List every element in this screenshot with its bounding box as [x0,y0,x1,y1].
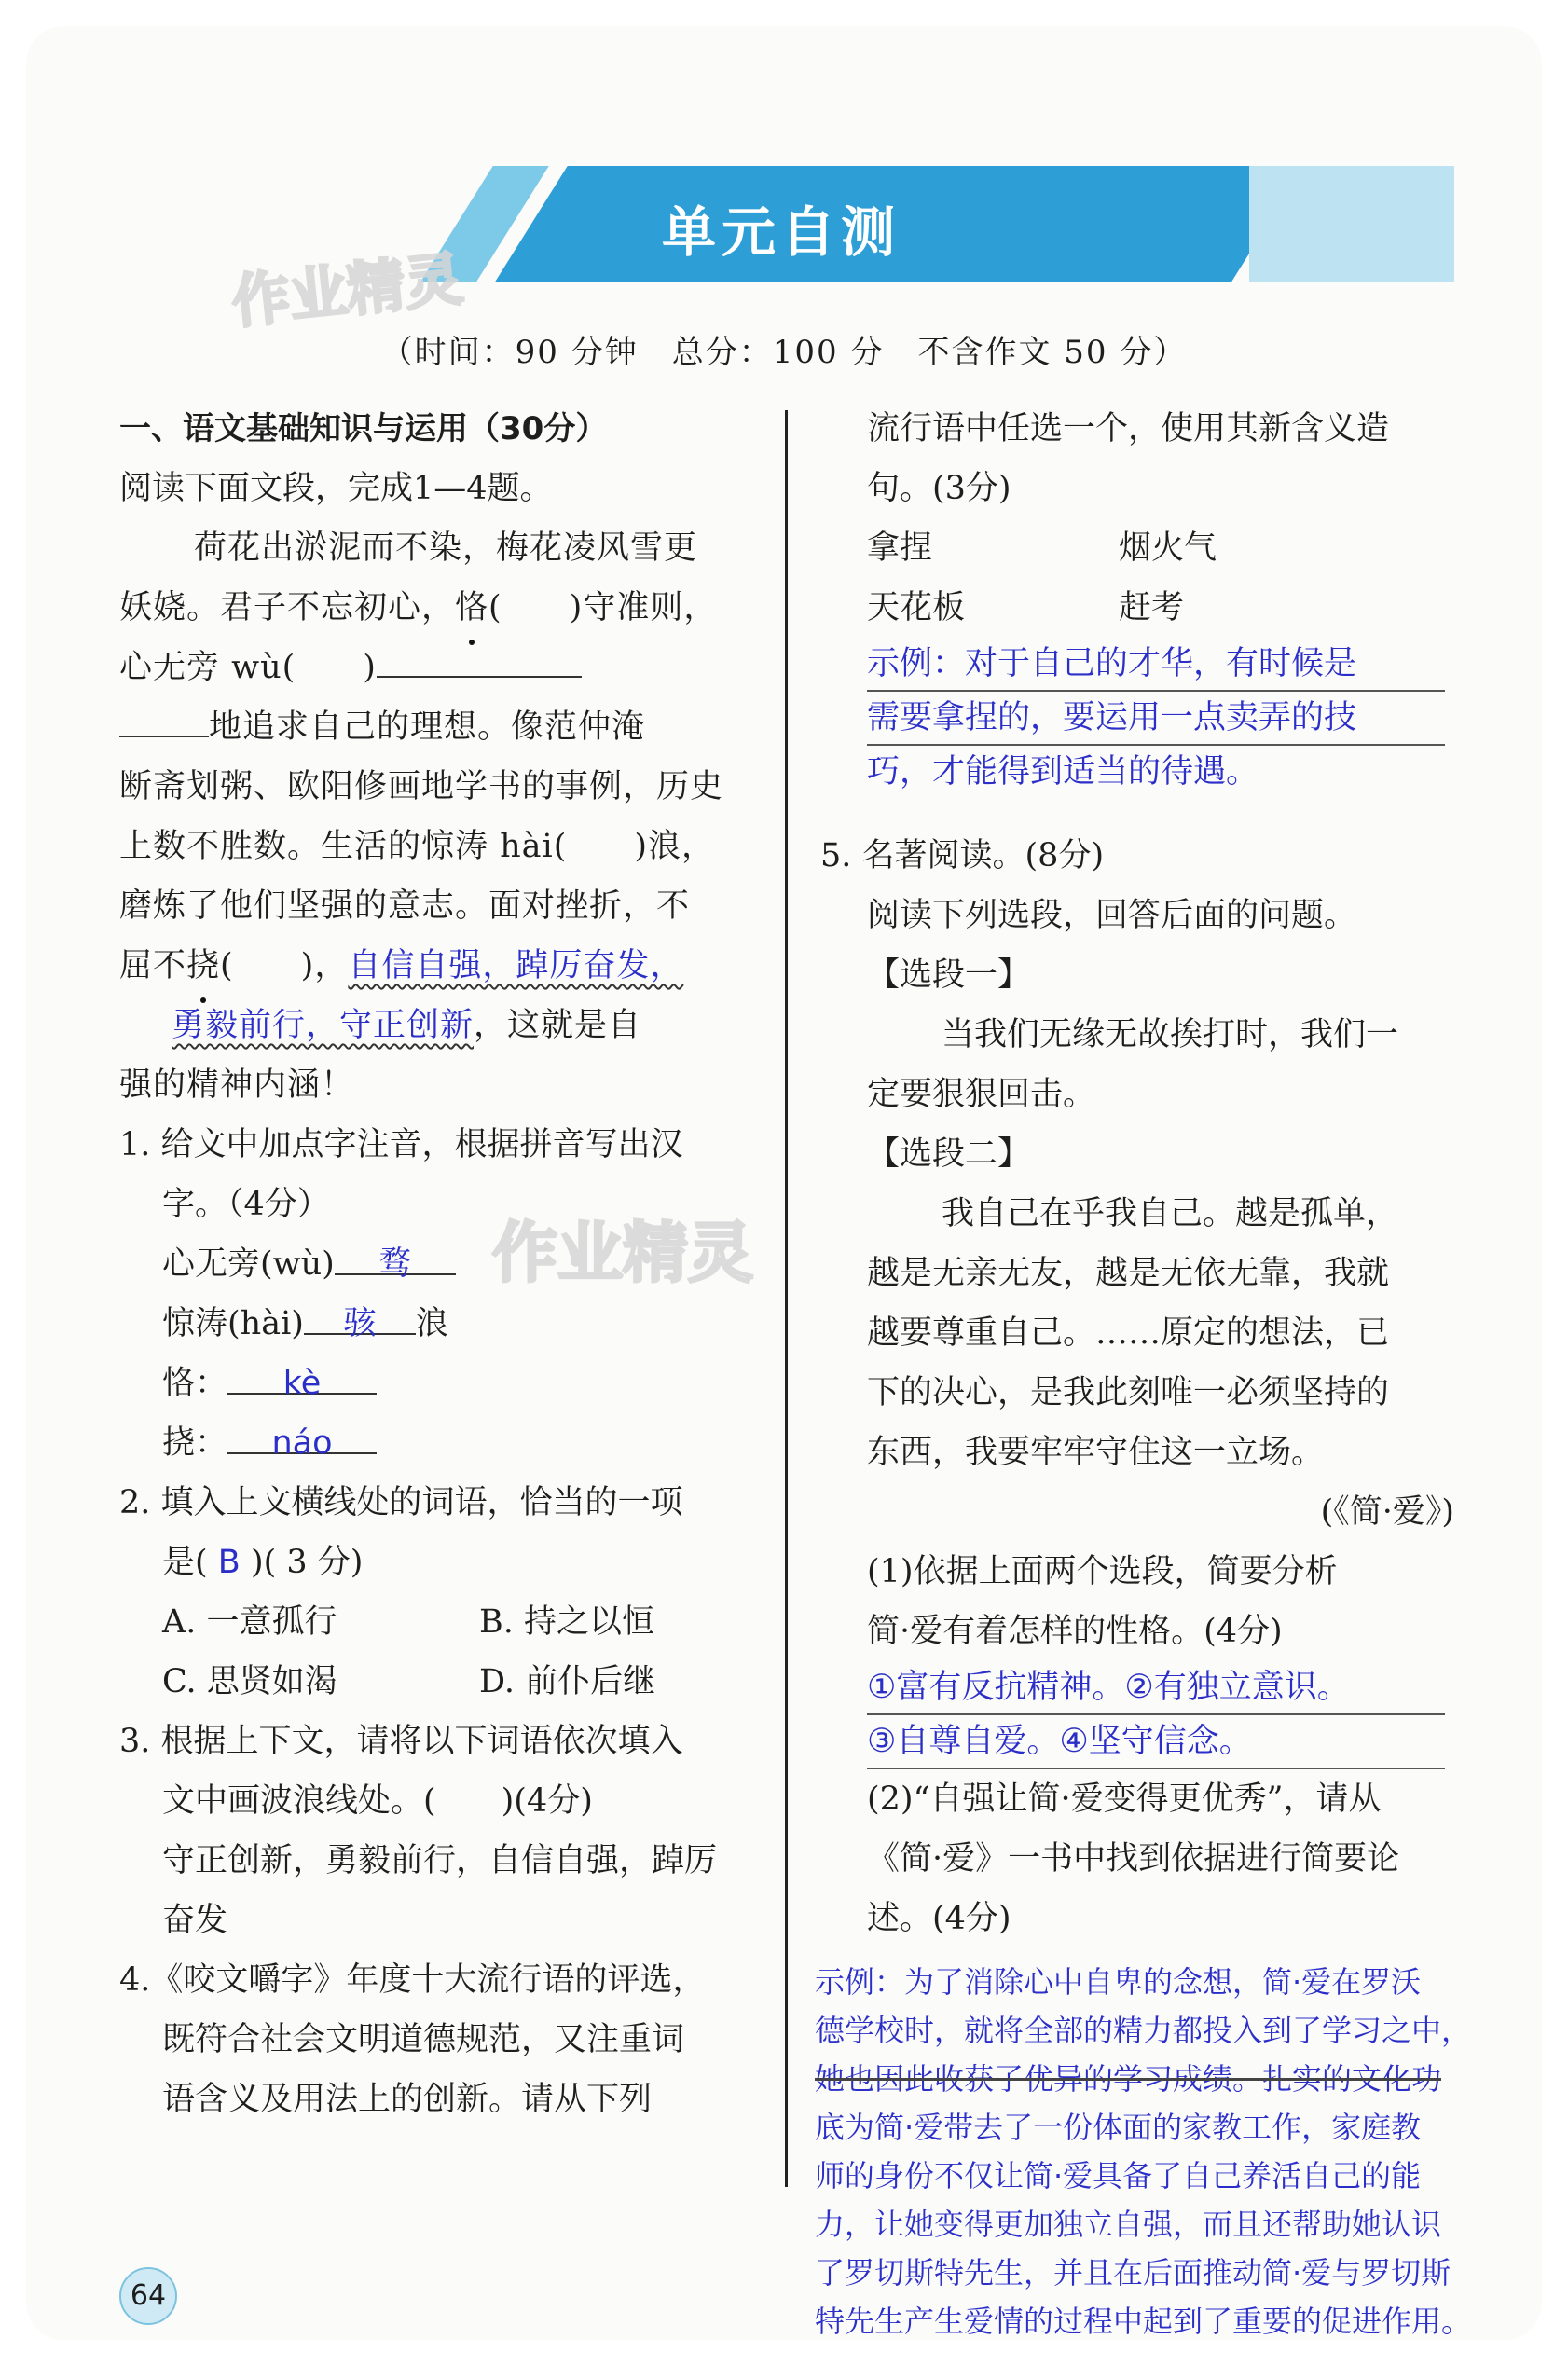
question-stem: 简·爱有着怎样的性格。(4分) [867,1613,1283,1650]
right-column [815,399,1473,2345]
question-2 [119,1473,763,1712]
passage-line: 上数不胜数。生活的惊涛 hài( )浪， [119,828,716,865]
column-divider [785,410,788,2187]
options [119,1592,763,1712]
left-column [119,399,763,2129]
handwritten-answer: ①富有反抗精神。②有独立意识。 [867,1661,1445,1715]
handwritten-answer: 勇毅前行，守正创新 [172,1007,475,1044]
section-title: 一、语文基础知识与运用（30分） [119,410,608,447]
question-stem: 4.《咬文嚼字》年度十大流行语的评选， [119,1961,706,1999]
question-stem: 2. 填入上文横线处的词语，恰当的一项 [119,1484,683,1521]
question-stem: 句。(3分) [867,470,1011,507]
handwritten-answer-line: 德学校时，就将全部的精力都投入到了学习之中， [815,2013,1472,2048]
question-stem: 流行语中任选一个，使用其新含义造 [867,410,1390,447]
word-list: 守正创新，勇毅前行，自信自强，踔厉 [162,1842,718,1879]
handwritten-answer: 骇 [343,1305,377,1342]
question-stem: 1. 给文中加点字注音，根据拼音写出汉 [119,1126,683,1163]
question-4 [119,1950,763,2129]
page-number: 64 [119,2267,177,2325]
handwritten-answer: 骛 [378,1245,412,1283]
instruction: 阅读下列选段，回答后面的问题。 [867,897,1357,934]
excerpt-line: 我自己在乎我自己。越是孤单， [942,1195,1399,1232]
question-stem: 《简·爱》一书中找到依据进行简要论 [867,1840,1400,1878]
passage-line: 荷花出淤泥而不染，梅花凌风雪更 [194,530,698,567]
question-3 [119,1712,763,1950]
passage-line: 断斋划粥、欧阳修画地学书的事例，历史 [119,768,724,805]
passage-line: 心无旁 wù( ) [119,638,763,697]
question-stem: 字。（4分） [162,1186,330,1223]
option: 天花板 [867,589,966,626]
title-banner [438,166,1445,282]
dotted-char: 挠 [186,936,220,996]
option: 拿捏 [867,530,933,567]
q5-1-answer [820,1661,1445,1769]
passage-line: 妖娆。君子不忘初心，恪( )守准则， [119,578,763,638]
question-stem: (1)依据上面两个选段，简要分析 [867,1553,1338,1590]
question-stem: 语含义及用法上的创新。请从下列 [162,2081,653,2118]
q5-2-answer [815,1958,1542,2345]
handwritten-answer-line: 示例：为了消除心中自卑的念想，简·爱在罗沃 [815,1964,1422,2000]
question-stem: 文中画波浪线处。( )(4分) [162,1782,593,1820]
handwritten-answer: 需要拿捏的，要运用一点卖弄的技 [867,692,1445,746]
reading-passage [119,518,763,1115]
question-stem: 述。(4分) [867,1900,1011,1937]
handwritten-answer-line: 了罗切斯特先生，并且在后面推动简·爱与罗切斯 [815,2255,1451,2290]
option: 赶考 [1119,589,1185,626]
passage-line: 强的精神内涵！ [119,1066,355,1104]
question-stem: 3. 根据上下文，请将以下词语依次填入 [119,1723,683,1760]
question-stem: 5. 名著阅读。(8分) [820,837,1105,874]
excerpt-line: 定要狠狠回击。 [867,1076,1096,1113]
question-1 [119,1115,763,1473]
option: A. 一意孤行 [162,1603,337,1641]
option: B. 持之以恒 [479,1603,654,1641]
answer-line: 挠： náo [119,1413,763,1473]
answer-line: 惊涛(hài) 骇 浪 [119,1294,763,1354]
handwritten-answer: 巧，才能得到适当的待遇。 [867,753,1259,791]
fill-blank [377,642,582,678]
instruction: 阅读下面文段，完成1—4题。 [119,470,553,507]
handwritten-answer: B [217,1544,241,1581]
word-options [820,518,1473,638]
watermark-logo: 作业精灵 [228,244,466,337]
excerpt-line: 东西，我要牢牢守住这一立场。 [867,1434,1325,1471]
option: 烟火气 [1119,530,1217,567]
handwritten-answer-line: 特先生产生爱情的过程中起到了重要的促进作用。 [815,2304,1472,2339]
answer-line: 心无旁(wù) 骛 [119,1234,763,1294]
word-list: 奋发 [162,1902,228,1939]
passage-line: 屈不挠( )，自信自强，踔厉奋发， [119,936,763,996]
passage-line: 地追求自己的理想。像范仲淹 [119,697,763,757]
question-stem: 是( B )( 3 分) [162,1544,364,1581]
passage-line: 磨炼了他们坚强的意志。面对挫折，不 [119,887,691,925]
handwritten-answer-line: 底为简·爱带去了一份体面的家教工作，家庭教 [815,2110,1422,2145]
excerpt-line: 越是无亲无友，越是无依无靠，我就 [867,1255,1390,1292]
fill-blank [119,702,209,737]
handwritten-answer: ③自尊自爱。④坚守信念。 [867,1715,1445,1769]
handwritten-answer: náo [271,1424,333,1462]
option: D. 前仆后继 [479,1663,656,1700]
excerpt-line: 越要尊重自己。……原定的想法，已 [867,1314,1390,1352]
excerpt-label: 【选段二】 [867,1135,1031,1173]
answer-line: 恪： kè [119,1354,763,1413]
banner-stripe-pale [1249,166,1454,282]
question-5 [815,826,1473,2345]
handwritten-answer: 示例：对于自己的才华，有时候是 [867,638,1445,692]
excerpt-line: 下的决心，是我此刻唯一必须坚持的 [867,1374,1390,1411]
handwritten-answer-line: 她也因此收获了优异的学习成绩。扎实的文化功 [815,2061,1442,2097]
excerpt-label: 【选段一】 [867,956,1031,994]
excerpt-line: 当我们无缘无故挨打时，我们一 [942,1016,1399,1053]
handwritten-answer: kè [282,1365,322,1402]
watermark-logo-center: 作业精灵 [492,1215,753,1291]
page-title: 单元自测 [662,200,901,264]
dotted-char: 恪 [455,578,488,638]
passage-line: 勇毅前行，守正创新，这就是自 [119,996,763,1055]
question-stem: (2)“自强让简·爱变得更优秀”，请从 [867,1781,1382,1818]
question-stem: 既符合社会文明道德规范，又注重词 [162,2021,685,2058]
option: C. 思贤如渴 [162,1663,337,1700]
handwritten-answer-line: 师的身份不仅让简·爱具备了自己养活自己的能 [815,2158,1422,2194]
handwritten-answer-line: 力，让她变得更加独立自强，而且还帮助她认识 [815,2207,1442,2242]
handwritten-answer: 自信自强，踔厉奋发， [348,947,684,984]
exam-time-note: （时间：90 分钟 总分：100 分 不含作文 50 分） [380,334,1188,371]
excerpt-source: (《简·爱》) [1320,1493,1454,1531]
q4-answer [820,638,1445,798]
